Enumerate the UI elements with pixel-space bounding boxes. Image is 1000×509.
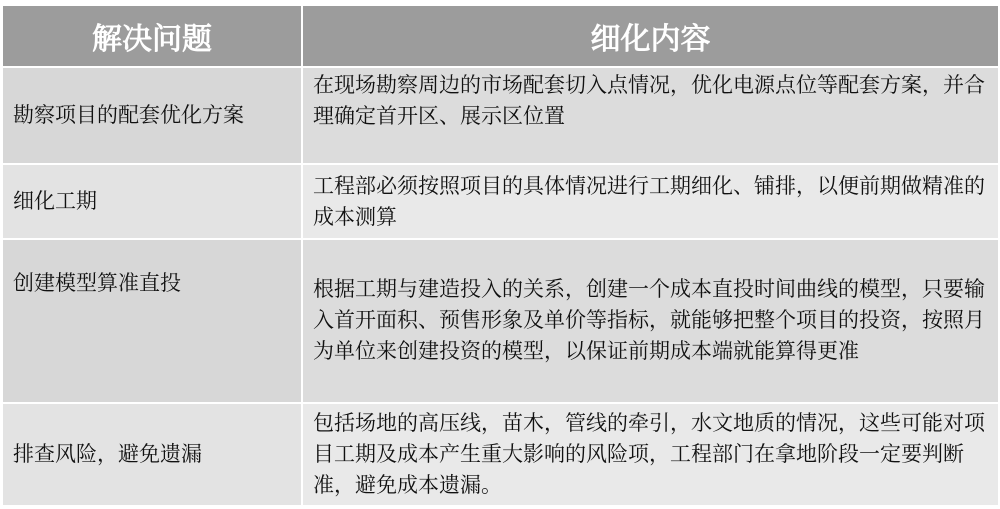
table-row <box>2 67 999 164</box>
table-row <box>2 164 999 238</box>
issue-cell: 细化工期 <box>2 164 302 238</box>
issue-cell: 创建模型算准直投 <box>2 239 302 403</box>
detail-cell: 在现场勘察周边的市场配套切入点情况，优化电源点位等配套方案，并合理确定首开区、展示区位置 <box>302 67 999 164</box>
table-row <box>2 239 999 403</box>
table-header-row <box>2 5 999 67</box>
detail-cell: 工程部必须按照项目的具体情况进行工期细化、铺排，以便前期做精准的成本测算 <box>302 164 999 238</box>
issue-cell: 排查风险，避免遗漏 <box>2 403 302 507</box>
content-table-container <box>1 4 998 507</box>
header-issue: 解决问题 <box>2 5 302 67</box>
header-detail: 细化内容 <box>302 5 999 67</box>
detail-cell: 根据工期与建造投入的关系，创建一个成本直投时间曲线的模型，只要输入首开面积、预售形象及单价等指标，就能够把整个项目的投资，按照月为单位来创建投资的模型，以保证前期成本端就能算得更准 <box>302 239 999 403</box>
issues-table <box>1 4 1000 507</box>
issue-cell: 勘察项目的配套优化方案 <box>2 67 302 164</box>
table-row <box>2 403 999 507</box>
detail-cell: 包括场地的高压线，苗木，管线的牵引，水文地质的情况，这些可能对项目工期及成本产生重大影响的风险项，工程部门在拿地阶段一定要判断准，避免成本遗漏。 <box>302 403 999 507</box>
